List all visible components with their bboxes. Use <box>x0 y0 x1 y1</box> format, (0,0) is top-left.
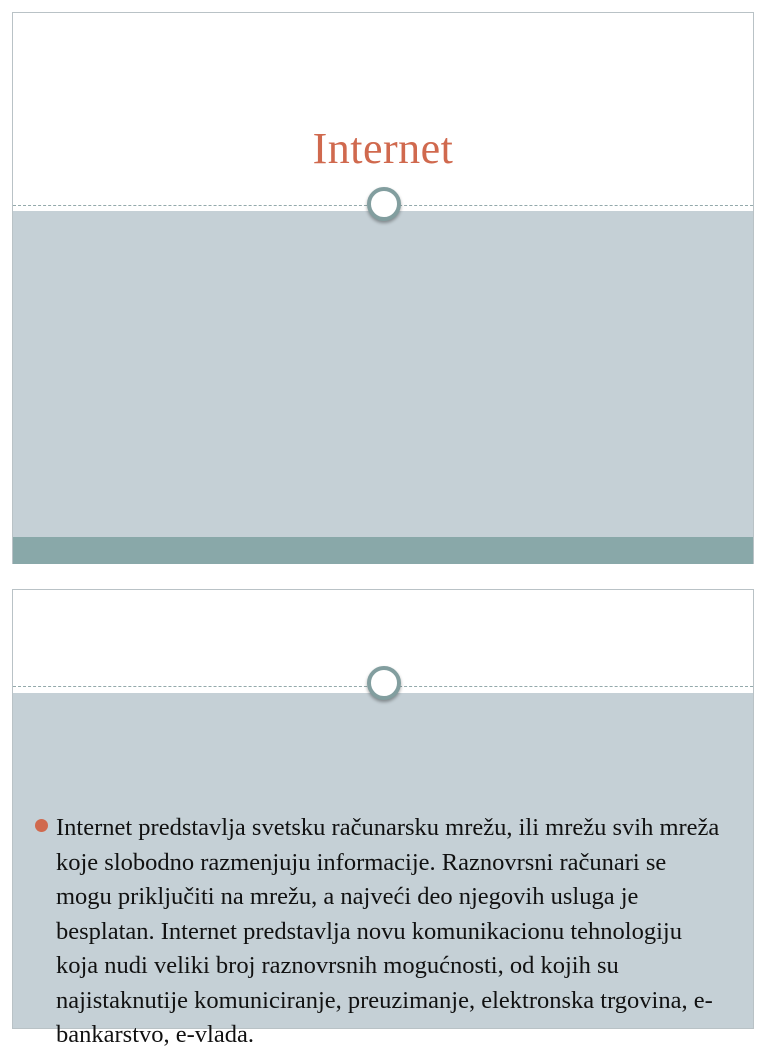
slide-title-area <box>13 13 753 203</box>
slide-title: Internet <box>312 124 454 173</box>
content-slide <box>12 589 754 1048</box>
bullet-text: Internet predstavlja svetsku računarsku mrežu, ili mrežu svih mreža koje slobodno razmenjuju informacije. Raznovrsni računari se mogu priključiti na mrežu, a najveći deo njegovih usluga je besplatan. Internet predstavlja novu komunikacionu tehnologiju koja nudi veliki broj raznovrsnih mogućnosti, od kojih su najistaknutije komuniciranje, preuzimanje, elektronska trgovina, e-bankarstvo, e-vlada. <box>56 814 720 1048</box>
bullet-dot-icon <box>35 819 48 832</box>
ring-ornament-icon <box>367 666 401 700</box>
slide-body-band <box>13 693 753 1048</box>
slide-body-band <box>13 211 753 537</box>
title-slide <box>12 12 754 564</box>
ring-ornament-icon <box>367 187 401 221</box>
slide-footer-bar <box>13 537 753 564</box>
